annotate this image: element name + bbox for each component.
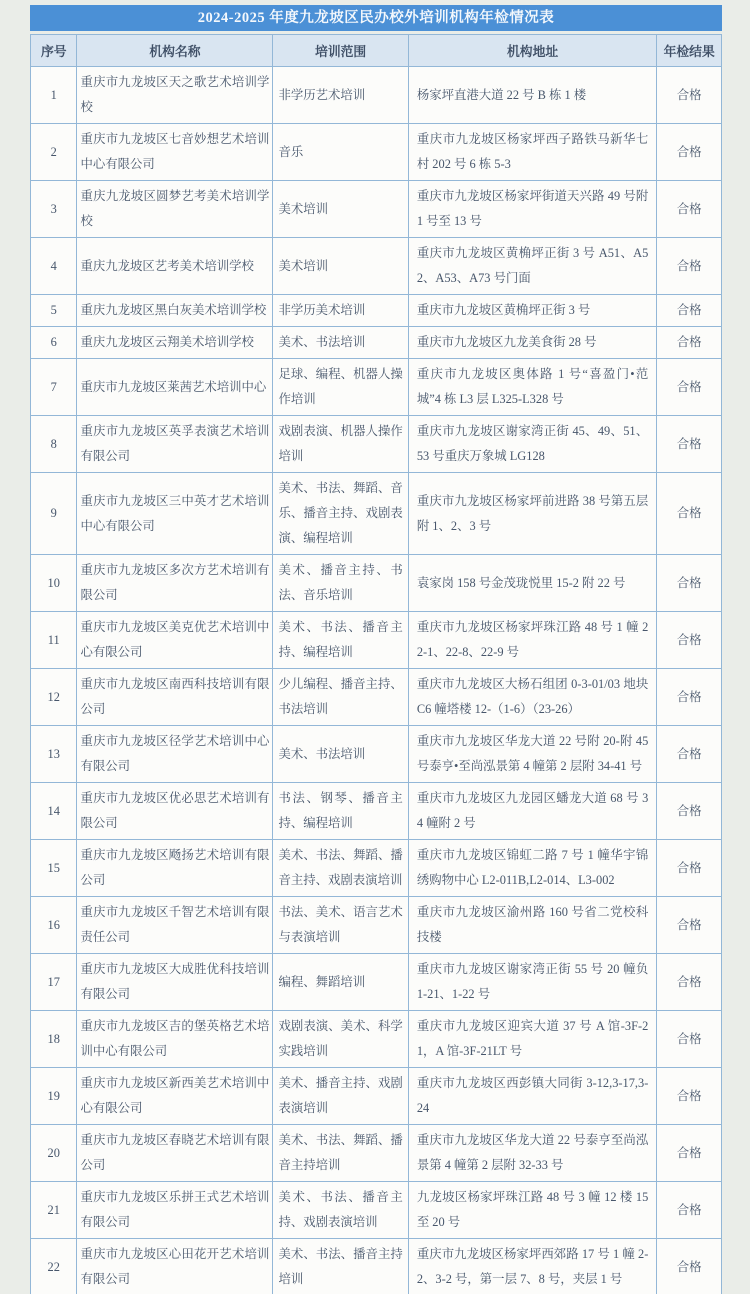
cell-address: 袁家岗 158 号金茂珑悦里 15-2 附 22 号	[408, 555, 657, 612]
header-result: 年检结果	[657, 35, 722, 67]
table-row	[31, 954, 722, 1011]
table-header	[31, 35, 722, 67]
table-row	[31, 612, 722, 669]
cell-seq: 12	[31, 669, 77, 726]
cell-result: 合格	[657, 416, 722, 473]
cell-seq: 6	[31, 327, 77, 359]
cell-institution-name: 重庆市九龙坡区飏扬艺术培训有限公司	[77, 840, 273, 897]
cell-seq: 14	[31, 783, 77, 840]
cell-seq: 22	[31, 1239, 77, 1294]
cell-seq: 10	[31, 555, 77, 612]
cell-seq: 2	[31, 124, 77, 181]
cell-address: 重庆市九龙坡区渝州路 160 号省二党校科技楼	[408, 897, 657, 954]
cell-training-scope: 美术、书法、舞蹈、播音主持培训	[273, 1125, 408, 1182]
table-row	[31, 327, 722, 359]
cell-training-scope: 戏剧表演、机器人操作培训	[273, 416, 408, 473]
cell-training-scope: 美术、书法培训	[273, 726, 408, 783]
cell-result: 合格	[657, 1182, 722, 1239]
cell-result: 合格	[657, 954, 722, 1011]
cell-result: 合格	[657, 840, 722, 897]
cell-training-scope: 美术、书法、舞蹈、播音主持、戏剧表演培训	[273, 840, 408, 897]
cell-result: 合格	[657, 1239, 722, 1294]
cell-address: 重庆市九龙坡区奥体路 1 号“喜盈门•范城”4 栋 L3 层 L325-L328 号	[408, 359, 657, 416]
cell-institution-name: 重庆市九龙坡区天之歌艺术培训学校	[77, 67, 273, 124]
cell-seq: 11	[31, 612, 77, 669]
header-name: 机构名称	[77, 35, 273, 67]
cell-training-scope: 美术、书法、播音主持、戏剧表演培训	[273, 1182, 408, 1239]
cell-address: 重庆市九龙坡区华龙大道 22 号附 20-附 45 号泰亨•至尚泓景第 4 幢第 2 层附 34-41 号	[408, 726, 657, 783]
cell-address: 重庆市九龙坡区谢家湾正街 55 号 20 幢负 1-21、1-22 号	[408, 954, 657, 1011]
cell-institution-name: 重庆市九龙坡区新西美艺术培训中心有限公司	[77, 1068, 273, 1125]
cell-institution-name: 重庆市九龙坡区心田花开艺术培训有限公司	[77, 1239, 273, 1294]
cell-institution-name: 重庆九龙坡区艺考美术培训学校	[77, 238, 273, 295]
table-row	[31, 181, 722, 238]
cell-institution-name: 重庆市九龙坡区吉的堡英格艺术培训中心有限公司	[77, 1011, 273, 1068]
cell-institution-name: 重庆市九龙坡区径学艺术培训中心有限公司	[77, 726, 273, 783]
table-row	[31, 124, 722, 181]
cell-training-scope: 非学历艺术培训	[273, 67, 408, 124]
cell-institution-name: 重庆市九龙坡区乐拼王式艺术培训有限公司	[77, 1182, 273, 1239]
cell-address: 重庆市九龙坡区黄桷坪正街 3 号	[408, 295, 657, 327]
cell-seq: 13	[31, 726, 77, 783]
cell-seq: 15	[31, 840, 77, 897]
table-row	[31, 1011, 722, 1068]
table-row	[31, 555, 722, 612]
cell-result: 合格	[657, 327, 722, 359]
table-row	[31, 783, 722, 840]
cell-address: 重庆市九龙坡区华龙大道 22 号泰亨至尚泓景第 4 幢第 2 层附 32-33 号	[408, 1125, 657, 1182]
cell-result: 合格	[657, 1068, 722, 1125]
cell-result: 合格	[657, 181, 722, 238]
cell-address: 重庆市九龙坡区杨家坪珠江路 48 号 1 幢 22-1、22-8、22-9 号	[408, 612, 657, 669]
cell-seq: 4	[31, 238, 77, 295]
cell-result: 合格	[657, 473, 722, 555]
cell-address: 重庆市九龙坡区九龙园区蟠龙大道 68 号 34 幢附 2 号	[408, 783, 657, 840]
cell-seq: 7	[31, 359, 77, 416]
cell-result: 合格	[657, 295, 722, 327]
cell-training-scope: 美术培训	[273, 238, 408, 295]
table-row	[31, 669, 722, 726]
cell-institution-name: 重庆市九龙坡区莱茜艺术培训中心	[77, 359, 273, 416]
table-row	[31, 67, 722, 124]
cell-institution-name: 重庆市九龙坡区千智艺术培训有限责任公司	[77, 897, 273, 954]
cell-address: 杨家坪直港大道 22 号 B 栋 1 楼	[408, 67, 657, 124]
cell-address: 重庆市九龙坡区大杨石组团 0-3-01/03 地块 C6 幢塔楼 12-（1-6）（23-26）	[408, 669, 657, 726]
cell-training-scope: 非学历美术培训	[273, 295, 408, 327]
cell-address: 重庆市九龙坡区谢家湾正街 45、49、51、53 号重庆万象城 LG128	[408, 416, 657, 473]
cell-result: 合格	[657, 783, 722, 840]
cell-training-scope: 美术、书法、播音主持培训	[273, 1239, 408, 1294]
cell-seq: 1	[31, 67, 77, 124]
cell-result: 合格	[657, 238, 722, 295]
cell-result: 合格	[657, 1125, 722, 1182]
cell-training-scope: 足球、编程、机器人操作培训	[273, 359, 408, 416]
table-row	[31, 726, 722, 783]
cell-institution-name: 重庆市九龙坡区春晓艺术培训有限公司	[77, 1125, 273, 1182]
cell-training-scope: 美术培训	[273, 181, 408, 238]
cell-seq: 17	[31, 954, 77, 1011]
cell-result: 合格	[657, 669, 722, 726]
cell-seq: 5	[31, 295, 77, 327]
cell-result: 合格	[657, 612, 722, 669]
cell-address: 重庆市九龙坡区迎宾大道 37 号 A 馆-3F-21，A 馆-3F-21LT 号	[408, 1011, 657, 1068]
table-row	[31, 1182, 722, 1239]
cell-seq: 8	[31, 416, 77, 473]
table-body	[31, 67, 722, 1294]
table-row	[31, 840, 722, 897]
cell-training-scope: 书法、美术、语言艺术与表演培训	[273, 897, 408, 954]
cell-institution-name: 重庆市九龙坡区七音妙想艺术培训中心有限公司	[77, 124, 273, 181]
cell-seq: 21	[31, 1182, 77, 1239]
cell-institution-name: 重庆九龙坡区黑白灰美术培训学校	[77, 295, 273, 327]
cell-seq: 20	[31, 1125, 77, 1182]
cell-training-scope: 音乐	[273, 124, 408, 181]
table-row	[31, 416, 722, 473]
cell-institution-name: 重庆市九龙坡区南西科技培训有限公司	[77, 669, 273, 726]
cell-institution-name: 重庆市九龙坡区三中英才艺术培训中心有限公司	[77, 473, 273, 555]
cell-address: 九龙坡区杨家坪珠江路 48 号 3 幢 12 楼 15 至 20 号	[408, 1182, 657, 1239]
cell-seq: 3	[31, 181, 77, 238]
cell-seq: 16	[31, 897, 77, 954]
cell-address: 重庆市九龙坡区杨家坪街道天兴路 49 号附 1 号至 13 号	[408, 181, 657, 238]
cell-training-scope: 美术、播音主持、戏剧表演培训	[273, 1068, 408, 1125]
cell-training-scope: 美术、播音主持、书法、音乐培训	[273, 555, 408, 612]
cell-institution-name: 重庆市九龙坡区优必思艺术培训有限公司	[77, 783, 273, 840]
inspection-table	[30, 34, 722, 1294]
page-title: 2024-2025 年度九龙坡区民办校外培训机构年检情况表	[30, 5, 722, 31]
cell-result: 合格	[657, 124, 722, 181]
cell-address: 重庆市九龙坡区杨家坪西子路铁马新华七村 202 号 6 栋 5-3	[408, 124, 657, 181]
cell-institution-name: 重庆九龙坡区云翔美术培训学校	[77, 327, 273, 359]
cell-training-scope: 美术、书法、播音主持、编程培训	[273, 612, 408, 669]
header-row	[31, 35, 722, 67]
cell-institution-name: 重庆市九龙坡区美克优艺术培训中心有限公司	[77, 612, 273, 669]
cell-seq: 19	[31, 1068, 77, 1125]
cell-address: 重庆市九龙坡区杨家坪西郊路 17 号 1 幢 2-2、3-2 号，第一层 7、8 号，夹层 1 号	[408, 1239, 657, 1294]
cell-result: 合格	[657, 897, 722, 954]
cell-result: 合格	[657, 726, 722, 783]
cell-training-scope: 编程、舞蹈培训	[273, 954, 408, 1011]
cell-result: 合格	[657, 1011, 722, 1068]
cell-training-scope: 美术、书法培训	[273, 327, 408, 359]
cell-training-scope: 书法、钢琴、播音主持、编程培训	[273, 783, 408, 840]
table-row	[31, 295, 722, 327]
table-row	[31, 1125, 722, 1182]
header-scope: 培训范围	[273, 35, 408, 67]
cell-seq: 18	[31, 1011, 77, 1068]
table-row	[31, 473, 722, 555]
cell-institution-name: 重庆市九龙坡区多次方艺术培训有限公司	[77, 555, 273, 612]
table-row	[31, 1239, 722, 1294]
table-row	[31, 359, 722, 416]
cell-address: 重庆市九龙坡区锦虹二路 7 号 1 幢华宇锦绣购物中心 L2-011B,L2-014、L3-002	[408, 840, 657, 897]
cell-address: 重庆市九龙坡区西彭镇大同街 3-12,3-17,3-24	[408, 1068, 657, 1125]
cell-result: 合格	[657, 359, 722, 416]
cell-address: 重庆市九龙坡区九龙美食街 28 号	[408, 327, 657, 359]
header-address: 机构地址	[408, 35, 657, 67]
cell-institution-name: 重庆九龙坡区圆梦艺考美术培训学校	[77, 181, 273, 238]
cell-training-scope: 美术、书法、舞蹈、音乐、播音主持、戏剧表演、编程培训	[273, 473, 408, 555]
cell-institution-name: 重庆市九龙坡区英孚表演艺术培训有限公司	[77, 416, 273, 473]
cell-training-scope: 戏剧表演、美术、科学实践培训	[273, 1011, 408, 1068]
table-row	[31, 1068, 722, 1125]
header-seq: 序号	[31, 35, 77, 67]
cell-result: 合格	[657, 555, 722, 612]
table-row	[31, 897, 722, 954]
cell-address: 重庆市九龙坡区黄桷坪正街 3 号 A51、A52、A53、A73 号门面	[408, 238, 657, 295]
cell-address: 重庆市九龙坡区杨家坪前进路 38 号第五层附 1、2、3 号	[408, 473, 657, 555]
cell-result: 合格	[657, 67, 722, 124]
cell-training-scope: 少儿编程、播音主持、书法培训	[273, 669, 408, 726]
cell-seq: 9	[31, 473, 77, 555]
table-row	[31, 238, 722, 295]
cell-institution-name: 重庆市九龙坡区大成胜优科技培训有限公司	[77, 954, 273, 1011]
